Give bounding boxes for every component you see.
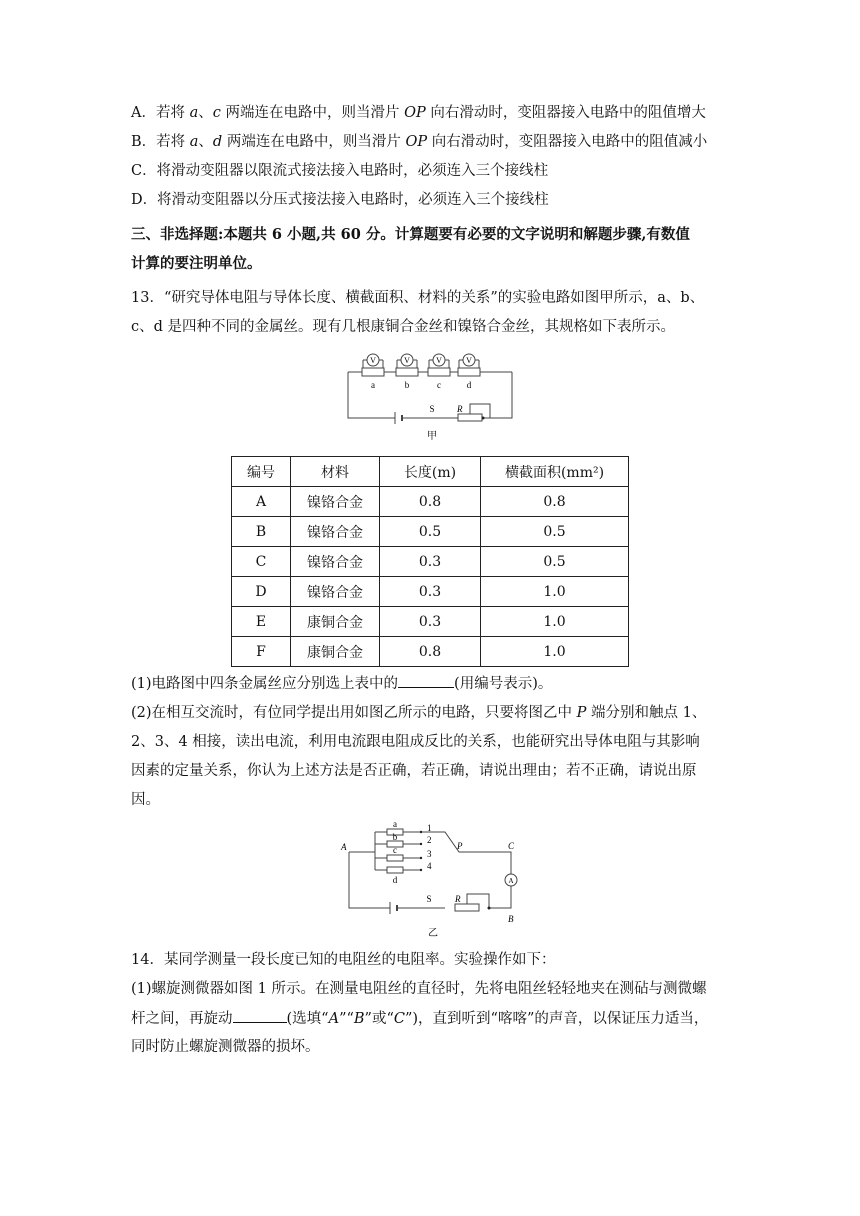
node-c-label: C [508, 841, 515, 851]
answer-blank[interactable] [233, 1008, 287, 1023]
table-cell: 0.8 [380, 637, 481, 667]
table-header-row [232, 457, 629, 487]
q13-part2-line4: 因。 [131, 792, 160, 808]
q13-part2-text: 端分别和触点 1、 [586, 705, 707, 721]
option-c-symbol: C [393, 1011, 405, 1027]
q14-stem: 14．某同学测量一段长度已知的电阻丝的电阻率。实验操作如下： [131, 952, 556, 968]
figure-caption-yi: 乙 [428, 928, 438, 939]
table-row [232, 637, 629, 667]
contact-3: 3 [427, 849, 432, 859]
option-text: 、 [198, 105, 213, 121]
table-header: 编号 [232, 457, 291, 487]
q13-part1-text: (用编号表示)。 [454, 676, 553, 692]
q14-text: ”)，直到听到“喀喀”的声音，以保证压力适当， [404, 1011, 709, 1027]
answer-blank[interactable] [398, 673, 454, 688]
wire-label-b: b [392, 832, 398, 842]
option-text: 、 [198, 134, 213, 150]
table-cell: 镍铬合金 [291, 487, 380, 517]
option-label: B． [131, 134, 157, 150]
q14-part1-line2 [131, 1008, 708, 1029]
table-cell: 康铜合金 [291, 607, 380, 637]
table-cell: F [232, 637, 291, 667]
section-heading-line1: 三、非选择题:本题共 6 小题,共 60 分。计算题要有必要的文字说明和解题步骤,有数值 [131, 226, 690, 243]
option-text: 向右滑动时，变阻器接入电路中的阻值减小 [427, 134, 708, 150]
table-row [232, 517, 629, 547]
wire-label-a: a [393, 822, 397, 829]
contact-4: 4 [427, 861, 432, 871]
switch-label: S [426, 894, 432, 904]
table-cell: B [232, 517, 291, 547]
table-cell: 1.0 [481, 607, 629, 637]
table-row [232, 577, 629, 607]
table-cell: 镍铬合金 [291, 547, 380, 577]
voltmeter-label: V [436, 356, 442, 365]
table-cell: 镍铬合金 [291, 577, 380, 607]
var-op: OP [404, 105, 426, 121]
voltmeter-label: V [466, 356, 472, 365]
voltmeter-label: V [404, 356, 410, 365]
option-text: 将滑动变阻器以分压式接法接入电路时，必须连入三个接线柱 [157, 192, 549, 208]
contact-1: 1 [427, 823, 432, 833]
option-text: 将滑动变阻器以限流式接法接入电路时，必须连入三个接线柱 [156, 163, 549, 179]
section-heading-line2: 计算的要注明单位。 [131, 255, 262, 272]
q13-part2-text: (2)在相互交流时，有位同学提出用如图乙所示的电路，只要将图乙中 [131, 705, 577, 721]
q13-part2-line1 [131, 703, 706, 723]
option-text: 若将 [155, 105, 190, 121]
q14-part1-line1: (1)螺旋测微器如图 1 所示。在测量电阻丝的直径时，先将电阻丝轻轻地夹在测砧与测微螺 [131, 981, 707, 997]
wire-label-b: b [404, 380, 410, 390]
table-cell: 0.8 [380, 487, 481, 517]
q14-text: (选填“ [286, 1011, 329, 1027]
rheostat-label: R [455, 894, 461, 904]
q13-part2-line3: 因素的定量关系，你认为上述方法是否正确，若正确，请说出理由；若不正确，请说出原 [131, 763, 697, 779]
ammeter-label: A [508, 877, 514, 885]
wire-label-a: a [371, 380, 375, 390]
table-cell: E [232, 607, 291, 637]
figure-caption-jia: 甲 [427, 431, 437, 442]
option-a [131, 103, 706, 123]
table-cell: 0.8 [481, 487, 629, 517]
table-cell: A [232, 487, 291, 517]
q13-part1 [131, 673, 552, 694]
option-text: 若将 [156, 134, 190, 150]
table-cell: 镍铬合金 [291, 517, 380, 547]
option-text: 向右滑动时，变阻器接入电路中的阻值增大 [425, 105, 706, 121]
table-cell: 0.5 [380, 517, 481, 547]
var-c: c [212, 105, 221, 121]
table-cell: 0.3 [380, 607, 481, 637]
table-cell: 1.0 [481, 637, 629, 667]
contact-2: 2 [427, 835, 432, 845]
table-cell: 0.5 [481, 547, 629, 577]
table-cell: 0.3 [380, 577, 481, 607]
table-row [232, 607, 629, 637]
table-cell: 1.0 [481, 577, 629, 607]
option-text: 两端连在电路中，则当滑片 [222, 134, 406, 150]
node-p-label: P [457, 841, 463, 851]
wire-label-c: c [437, 380, 441, 390]
table-header: 材料 [291, 457, 380, 487]
table-header: 横截面积(mm²) [481, 457, 629, 487]
voltmeter-label: V [370, 356, 376, 365]
var-a: a [189, 134, 199, 150]
option-b-symbol: B [353, 1011, 365, 1027]
option-c [131, 161, 548, 181]
option-b [131, 132, 707, 152]
switch-label: S [429, 404, 435, 414]
q13-part2-line2: 2、3、4 相接，读出电流，利用电流跟电阻成反比的关系，也能研究出导体电阻与其影响 [131, 734, 700, 750]
var-op: OP [405, 134, 428, 150]
table-row [232, 487, 629, 517]
option-text: 两端连在电路中，则当滑片 [220, 105, 405, 121]
var-a: a [189, 105, 199, 121]
wire-label-d: d [466, 380, 472, 390]
q14-text: ”“ [339, 1011, 354, 1027]
node-a-label: A [341, 842, 347, 852]
option-label: D． [131, 192, 158, 208]
var-p: P [576, 705, 587, 721]
option-label: A． [131, 105, 156, 121]
table-cell: 0.5 [481, 517, 629, 547]
var-d: d [212, 134, 223, 150]
option-d [131, 190, 549, 210]
table-cell: 康铜合金 [291, 637, 380, 667]
wire-spec-table [231, 456, 629, 667]
option-a-symbol: A [328, 1011, 340, 1027]
q14-text: 杆之间，再旋动 [131, 1011, 233, 1027]
q14-text: ”或“ [364, 1011, 394, 1027]
circuit-figure-jia [340, 348, 520, 443]
table-cell: D [232, 577, 291, 607]
wire-label-d: d [392, 875, 398, 885]
wire-label-c: c [393, 845, 397, 855]
rheostat-label: R [457, 404, 463, 414]
q13-stem-line1: 13．“研究导体电阻与导体长度、横截面积、材料的关系”的实验电路如图甲所示，a、b、 [131, 290, 705, 306]
table-row [232, 547, 629, 577]
node-b-label: B [508, 914, 514, 924]
option-label: C． [131, 163, 157, 179]
q14-part1-line3: 同时防止螺旋测微器的损坏。 [131, 1039, 320, 1055]
table-cell: 0.3 [380, 547, 481, 577]
table-header: 长度(m) [380, 457, 481, 487]
table-cell: C [232, 547, 291, 577]
q13-part1-text: (1)电路图中四条金属丝应分别选上表中的 [131, 676, 399, 692]
q13-stem-line2: c、d 是四种不同的金属丝。现有几根康铜合金丝和镍铬合金丝，其规格如下表所示。 [131, 319, 676, 335]
circuit-figure-yi [335, 822, 535, 940]
